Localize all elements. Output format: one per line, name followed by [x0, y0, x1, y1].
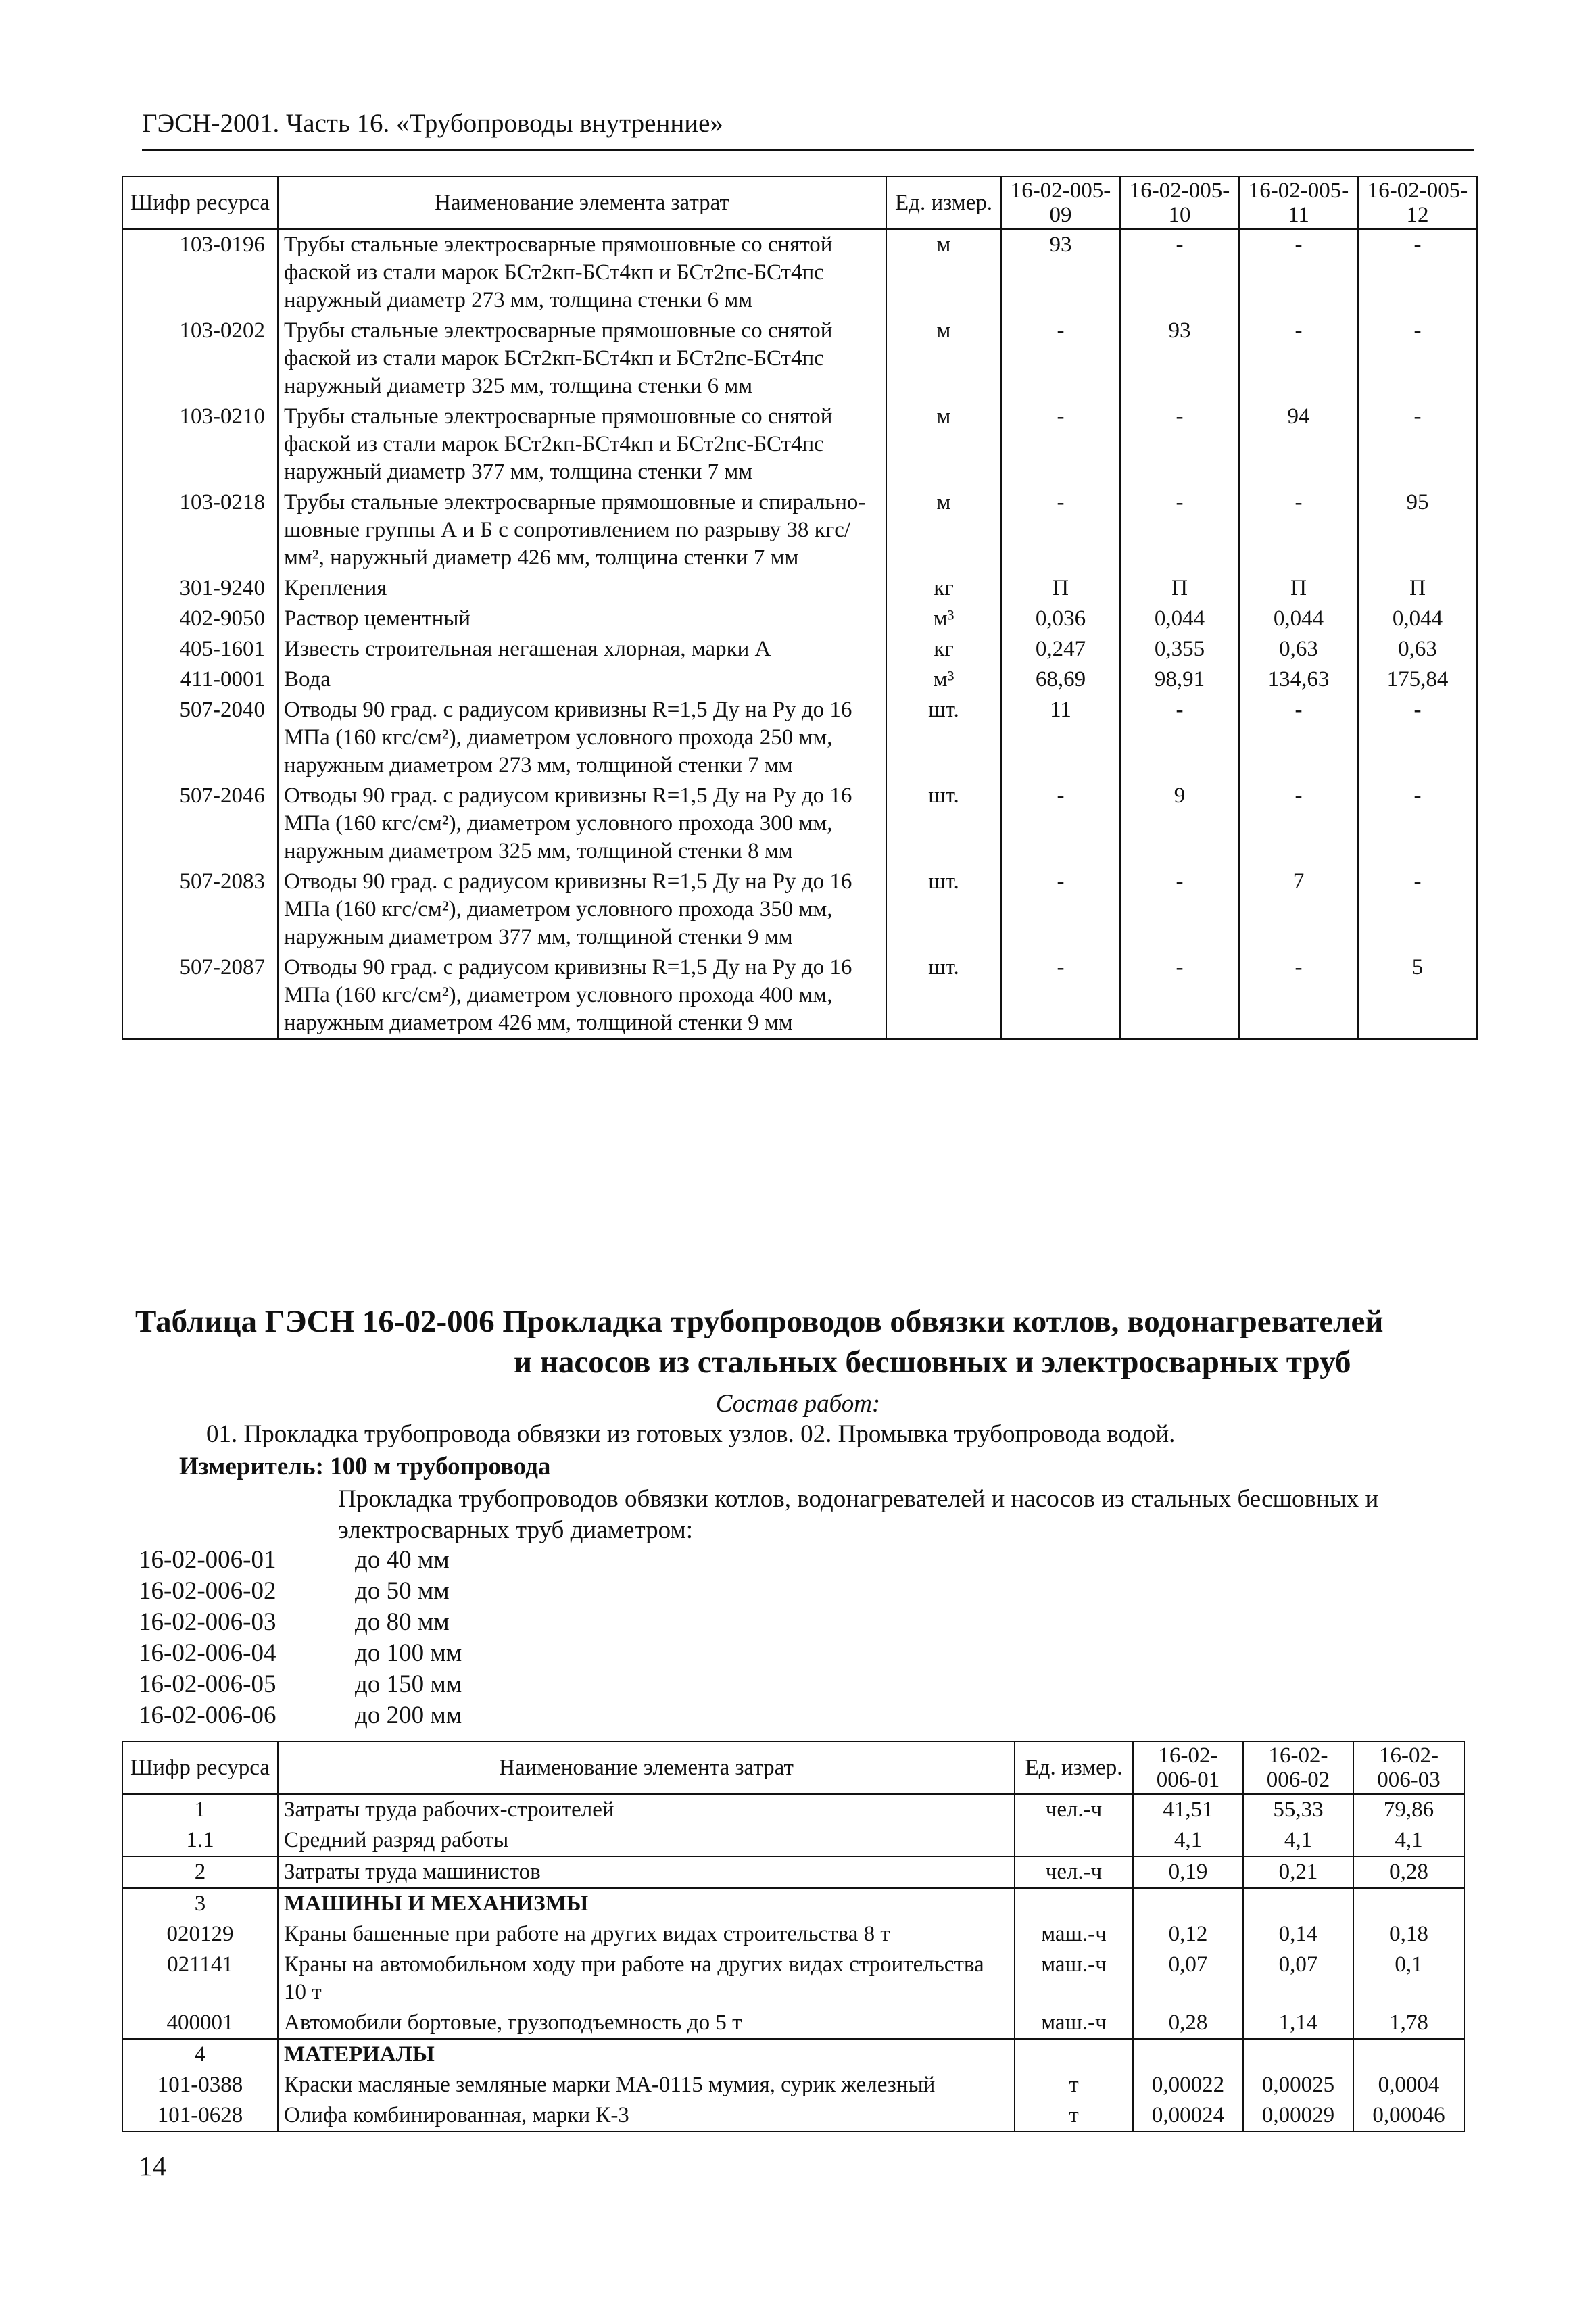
running-header: ГЭСН-2001. Часть 16. «Трубопроводы внутренние» — [142, 108, 1474, 151]
resource-value: 0,21 — [1243, 1856, 1353, 1888]
resource-value: - — [1358, 229, 1477, 316]
variant-item — [139, 1700, 462, 1731]
resource-code: 103-0210 — [122, 402, 278, 487]
table-row — [122, 1888, 1464, 1919]
resource-value: - — [1001, 402, 1120, 487]
table-row — [122, 229, 1477, 316]
resource-value: 134,63 — [1239, 665, 1358, 695]
resource-code: 101-0388 — [122, 2070, 278, 2100]
resource-code: 1.1 — [122, 1825, 278, 1856]
header-cell-variant: 16-02-006-01 — [1133, 1741, 1243, 1794]
header-cell-variant: 16-02-005-12 — [1358, 176, 1477, 229]
resource-unit: кг — [886, 634, 1001, 665]
header-cell-code: Шифр ресурса — [122, 176, 278, 229]
variant-text: до 80 мм — [355, 1608, 450, 1636]
resource-code: 301-9240 — [122, 573, 278, 604]
table-row — [122, 952, 1477, 1039]
resource-value: - — [1239, 487, 1358, 573]
table-row — [122, 2008, 1464, 2039]
table-row — [122, 604, 1477, 634]
table-row — [122, 634, 1477, 665]
section-title-line1: Таблица ГЭСН 16-02-006 Прокладка трубопроводов обвязки котлов, водонагревателей — [135, 1304, 1384, 1339]
table-body — [122, 229, 1477, 1039]
resource-value: 0,19 — [1133, 1856, 1243, 1888]
resource-name: МАТЕРИАЛЫ — [278, 2039, 1015, 2070]
resource-value: 0,18 — [1353, 1919, 1464, 1950]
resource-code: 020129 — [122, 1919, 278, 1950]
resource-unit: маш.-ч — [1015, 2008, 1133, 2039]
resource-value: 0,00029 — [1243, 2100, 1353, 2131]
table-row — [122, 2070, 1464, 2100]
resource-name: Краски масляные земляные марки МА-0115 мумия, сурик железный — [278, 2070, 1015, 2100]
resource-value: 93 — [1120, 316, 1239, 402]
resource-value: 7 — [1239, 867, 1358, 952]
resource-unit: шт. — [886, 867, 1001, 952]
variants-list — [139, 1545, 462, 1731]
variant-code: 16-02-006-06 — [139, 1702, 276, 1729]
resource-value: - — [1239, 316, 1358, 402]
resource-unit: чел.-ч — [1015, 1856, 1133, 1888]
variant-code: 16-02-006-01 — [139, 1546, 276, 1574]
resource-unit: шт. — [886, 781, 1001, 867]
resource-value: 93 — [1001, 229, 1120, 316]
resource-code: 2 — [122, 1856, 278, 1888]
resource-value: 0,036 — [1001, 604, 1120, 634]
header-cell-name: Наименование элемента затрат — [278, 176, 886, 229]
resource-value: 1,78 — [1353, 2008, 1464, 2039]
variant-item — [139, 1638, 462, 1669]
resource-unit: м — [886, 316, 1001, 402]
variant-code: 16-02-006-04 — [139, 1639, 276, 1667]
header-cell-variant: 16-02-005-10 — [1120, 176, 1239, 229]
resource-value: 55,33 — [1243, 1794, 1353, 1825]
resource-code: 507-2087 — [122, 952, 278, 1039]
resource-value — [1133, 2039, 1243, 2070]
table-body — [122, 1794, 1464, 2131]
resource-unit: маш.-ч — [1015, 1919, 1133, 1950]
resource-value: 5 — [1358, 952, 1477, 1039]
resource-value: - — [1239, 781, 1358, 867]
resource-value: 79,86 — [1353, 1794, 1464, 1825]
resource-value: 0,044 — [1120, 604, 1239, 634]
resource-value: 41,51 — [1133, 1794, 1243, 1825]
resource-unit — [1015, 2039, 1133, 2070]
variants-intro: Прокладка трубопроводов обвязки котлов, водонагревателей и насосов из стальных бесшовных и электросварных труб диаметром: — [338, 1485, 1379, 1544]
resource-unit: м — [886, 229, 1001, 316]
resource-value: - — [1001, 781, 1120, 867]
resource-value — [1243, 2039, 1353, 2070]
resource-value: П — [1239, 573, 1358, 604]
resource-value: 0,1 — [1353, 1950, 1464, 2008]
resource-unit — [1015, 1888, 1133, 1919]
resource-unit: т — [1015, 2100, 1133, 2131]
resource-value: П — [1001, 573, 1120, 604]
resource-value: - — [1120, 952, 1239, 1039]
resource-value: - — [1358, 867, 1477, 952]
resource-value: - — [1120, 867, 1239, 952]
meter-unit: Измеритель: 100 м трубопровода — [179, 1453, 551, 1480]
variant-item — [139, 1545, 462, 1576]
header-cell-variant: 16-02-006-02 — [1243, 1741, 1353, 1794]
resource-name: Трубы стальные электросварные прямошовные со снятой фаской из стали марок БСт2кп-БСт4кп и БСт2пс-БСт4пс наружный диаметр 273 мм, толщина стенки 6 мм — [278, 229, 886, 316]
resource-unit: т — [1015, 2070, 1133, 2100]
works-list: 01. Прокладка трубопровода обвязки из готовых узлов. 02. Промывка трубопровода водой. — [206, 1420, 1176, 1448]
variant-item — [139, 1669, 462, 1700]
resource-value: 95 — [1358, 487, 1477, 573]
resource-code: 400001 — [122, 2008, 278, 2039]
resource-value: 0,63 — [1239, 634, 1358, 665]
resource-name: Раствор цементный — [278, 604, 886, 634]
resource-value — [1353, 1888, 1464, 1919]
resource-code: 507-2040 — [122, 695, 278, 781]
resource-value: - — [1358, 316, 1477, 402]
resource-code: 507-2083 — [122, 867, 278, 952]
resource-value: - — [1358, 781, 1477, 867]
resource-code: 507-2046 — [122, 781, 278, 867]
resource-value: 0,044 — [1358, 604, 1477, 634]
resource-value: 0,00022 — [1133, 2070, 1243, 2100]
resource-value: 9 — [1120, 781, 1239, 867]
variant-code: 16-02-006-02 — [139, 1577, 276, 1605]
resource-value: 0,14 — [1243, 1919, 1353, 1950]
composition-label: Состав работ: — [715, 1390, 881, 1418]
resource-value: 0,355 — [1120, 634, 1239, 665]
table-row — [122, 2039, 1464, 2070]
resource-name: Вода — [278, 665, 886, 695]
resource-value: 0,07 — [1243, 1950, 1353, 2008]
table-row — [122, 781, 1477, 867]
resource-name: МАШИНЫ И МЕХАНИЗМЫ — [278, 1888, 1015, 1919]
header-cell-variant: 16-02-006-03 — [1353, 1741, 1464, 1794]
resource-name: Трубы стальные электросварные прямошовные и спирально-шовные группы А и Б с сопротивлением по разрыву 38 кгс/мм², наружный диаметр 426 мм, толщина стенки 7 мм — [278, 487, 886, 573]
resource-value: - — [1239, 952, 1358, 1039]
resource-code: 4 — [122, 2039, 278, 2070]
resource-value: - — [1239, 229, 1358, 316]
resource-code: 101-0628 — [122, 2100, 278, 2131]
resource-name: Отводы 90 град. с радиусом кривизны R=1,5 Ду на Ру до 16 МПа (160 кгс/см²), диаметром условного прохода 300 мм, наружным диаметром 325 мм, толщиной стенки 8 мм — [278, 781, 886, 867]
header-cell-variant: 16-02-005-11 — [1239, 176, 1358, 229]
resource-name: Затраты труда рабочих-строителей — [278, 1794, 1015, 1825]
header-cell-unit: Ед. измер. — [1015, 1741, 1133, 1794]
table-row — [122, 1794, 1464, 1825]
resource-value: 94 — [1239, 402, 1358, 487]
resource-value: П — [1358, 573, 1477, 604]
table-row — [122, 573, 1477, 604]
resource-value: - — [1001, 867, 1120, 952]
variant-text: до 40 мм — [355, 1546, 450, 1574]
variant-code: 16-02-006-05 — [139, 1670, 276, 1698]
resource-unit: м — [886, 402, 1001, 487]
resource-name: Автомобили бортовые, грузоподъемность до 5 т — [278, 2008, 1015, 2039]
resource-unit: м³ — [886, 604, 1001, 634]
resource-name: Трубы стальные электросварные прямошовные со снятой фаской из стали марок БСт2кп-БСт4кп и БСт2пс-БСт4пс наружный диаметр 377 мм, толщина стенки 7 мм — [278, 402, 886, 487]
resource-code: 103-0196 — [122, 229, 278, 316]
page-number: 14 — [139, 2150, 166, 2181]
table-row — [122, 695, 1477, 781]
table-resources-006 — [122, 1741, 1465, 2132]
table-row — [122, 1856, 1464, 1888]
header-cell-unit: Ед. измер. — [886, 176, 1001, 229]
resource-unit: м — [886, 487, 1001, 573]
resource-value: 98,91 — [1120, 665, 1239, 695]
variant-code: 16-02-006-03 — [139, 1608, 276, 1636]
variant-text: до 100 мм — [355, 1639, 462, 1667]
resource-value: - — [1358, 402, 1477, 487]
variant-text: до 200 мм — [355, 1702, 462, 1729]
resource-unit: шт. — [886, 695, 1001, 781]
resource-value: П — [1120, 573, 1239, 604]
resource-name: Отводы 90 град. с радиусом кривизны R=1,5 Ду на Ру до 16 МПа (160 кгс/см²), диаметром условного прохода 250 мм, наружным диаметром 273 мм, толщиной стенки 7 мм — [278, 695, 886, 781]
resource-code: 103-0202 — [122, 316, 278, 402]
resource-value: - — [1001, 952, 1120, 1039]
resource-name: Отводы 90 град. с радиусом кривизны R=1,5 Ду на Ру до 16 МПа (160 кгс/см²), диаметром условного прохода 400 мм, наружным диаметром 426 мм, толщиной стенки 9 мм — [278, 952, 886, 1039]
header-cell-variant: 16-02-005-09 — [1001, 176, 1120, 229]
variant-item — [139, 1576, 462, 1607]
resource-value: 0,12 — [1133, 1919, 1243, 1950]
resource-value: 0,044 — [1239, 604, 1358, 634]
resource-unit: чел.-ч — [1015, 1794, 1133, 1825]
resource-value: - — [1120, 402, 1239, 487]
resource-value — [1353, 2039, 1464, 2070]
resource-code: 411-0001 — [122, 665, 278, 695]
header-cell-name: Наименование элемента затрат — [278, 1741, 1015, 1794]
resource-code: 103-0218 — [122, 487, 278, 573]
resource-value: 0,28 — [1133, 2008, 1243, 2039]
resource-code: 1 — [122, 1794, 278, 1825]
resource-name: Краны на автомобильном ходу при работе на других видах строительства 10 т — [278, 1950, 1015, 2008]
resource-name: Краны башенные при работе на других видах строительства 8 т — [278, 1919, 1015, 1950]
resource-value: 4,1 — [1133, 1825, 1243, 1856]
table-row — [122, 316, 1477, 402]
resource-code: 402-9050 — [122, 604, 278, 634]
resource-value: 4,1 — [1353, 1825, 1464, 1856]
resource-value: 0,63 — [1358, 634, 1477, 665]
table-row — [122, 1919, 1464, 1950]
resource-value: 0,00024 — [1133, 2100, 1243, 2131]
resource-unit — [1015, 1825, 1133, 1856]
resource-value: - — [1358, 695, 1477, 781]
resource-value: 68,69 — [1001, 665, 1120, 695]
resource-value: 0,07 — [1133, 1950, 1243, 2008]
resource-name: Средний разряд работы — [278, 1825, 1015, 1856]
resource-value: 0,0004 — [1353, 2070, 1464, 2100]
resource-value — [1133, 1888, 1243, 1919]
resource-value — [1243, 1888, 1353, 1919]
resource-code: 405-1601 — [122, 634, 278, 665]
resource-value: - — [1120, 487, 1239, 573]
resource-unit: кг — [886, 573, 1001, 604]
table-row — [122, 1950, 1464, 2008]
table-row — [122, 665, 1477, 695]
resource-name: Трубы стальные электросварные прямошовные со снятой фаской из стали марок БСт2кп-БСт4кп и БСт2пс-БСт4пс наружный диаметр 325 мм, толщина стенки 6 мм — [278, 316, 886, 402]
table-row — [122, 2100, 1464, 2131]
table-row — [122, 402, 1477, 487]
resource-value: 4,1 — [1243, 1825, 1353, 1856]
resource-value: - — [1120, 695, 1239, 781]
table-resources-005 — [122, 176, 1478, 1040]
resource-value: 0,28 — [1353, 1856, 1464, 1888]
resource-value: 1,14 — [1243, 2008, 1353, 2039]
resource-value: - — [1001, 316, 1120, 402]
resource-name: Крепления — [278, 573, 886, 604]
resource-value: 0,00046 — [1353, 2100, 1464, 2131]
table-header-row — [122, 1741, 1464, 1794]
resource-unit: шт. — [886, 952, 1001, 1039]
resource-value: 175,84 — [1358, 665, 1477, 695]
table-row — [122, 487, 1477, 573]
resource-value: 0,247 — [1001, 634, 1120, 665]
resource-name: Затраты труда машинистов — [278, 1856, 1015, 1888]
resource-value: 11 — [1001, 695, 1120, 781]
table-header-row — [122, 176, 1477, 229]
table-row — [122, 867, 1477, 952]
resource-code: 3 — [122, 1888, 278, 1919]
header-cell-code: Шифр ресурса — [122, 1741, 278, 1794]
resource-unit: м³ — [886, 665, 1001, 695]
resource-unit: маш.-ч — [1015, 1950, 1133, 2008]
variant-item — [139, 1607, 462, 1638]
variant-text: до 50 мм — [355, 1577, 450, 1605]
variant-text: до 150 мм — [355, 1670, 462, 1698]
resource-name: Олифа комбинированная, марки К-3 — [278, 2100, 1015, 2131]
resource-name: Известь строительная негашеная хлорная, марки А — [278, 634, 886, 665]
section-title — [135, 1301, 1474, 1382]
resource-code: 021141 — [122, 1950, 278, 2008]
resource-name: Отводы 90 град. с радиусом кривизны R=1,5 Ду на Ру до 16 МПа (160 кгс/см²), диаметром условного прохода 350 мм, наружным диаметром 377 мм, толщиной стенки 9 мм — [278, 867, 886, 952]
resource-value: - — [1001, 487, 1120, 573]
resource-value: - — [1239, 695, 1358, 781]
resource-value: 0,00025 — [1243, 2070, 1353, 2100]
section-title-line2: и насосов из стальных бесшовных и электросварных труб — [514, 1345, 1351, 1380]
resource-value: - — [1120, 229, 1239, 316]
table-row — [122, 1825, 1464, 1856]
